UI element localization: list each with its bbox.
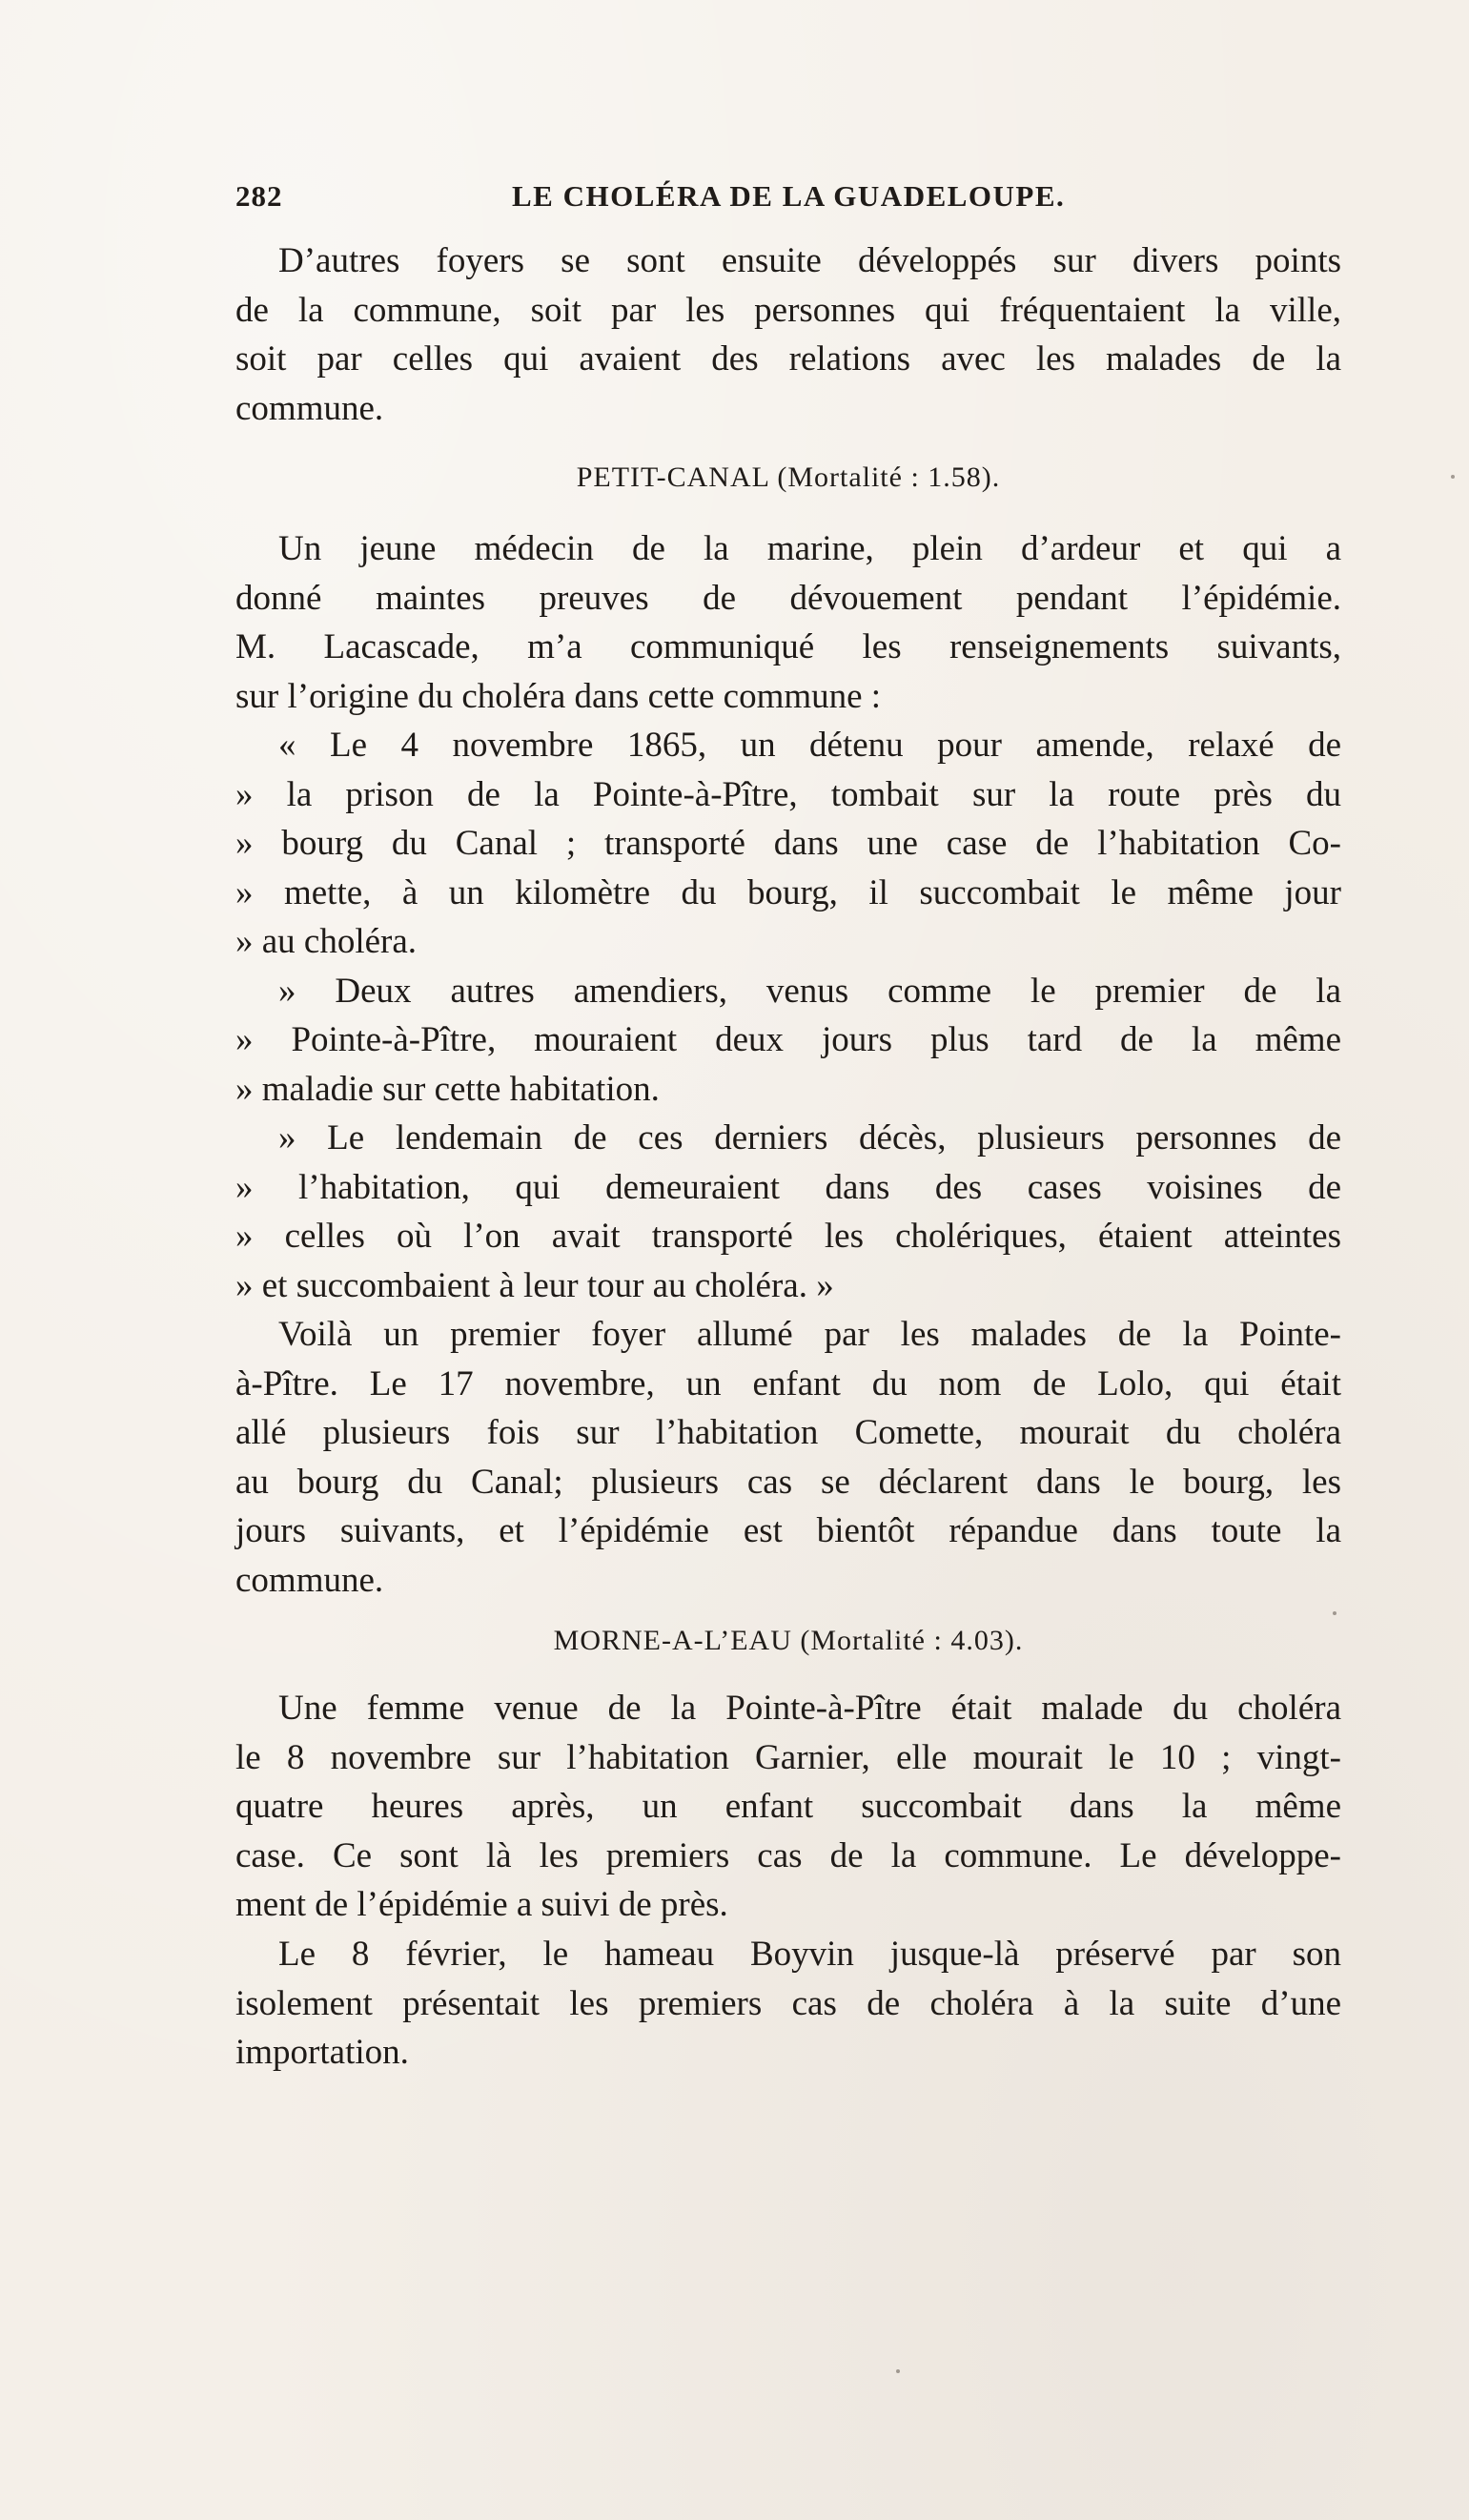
- quote-line: » Le lendemain de ces derniers décès, plusieurs personnes de: [278, 1118, 1341, 1158]
- quote-line: » bourg du Canal ; transporté dans une case de l’habitation Co-: [235, 824, 1341, 863]
- paragraph-3: [235, 1310, 1341, 1605]
- text-line: M. Lacascade, m’a communiqué les renseignements suivants,: [235, 627, 1341, 666]
- quote-line: » Pointe-à-Pître, mouraient deux jours plus tard de la même: [235, 1020, 1341, 1059]
- paper-speck: [1333, 1611, 1336, 1615]
- paragraph-2: [235, 524, 1341, 721]
- text-line: case. Ce sont là les premiers cas de la commune. Le développe-: [235, 1835, 1341, 1875]
- running-title: LE CHOLÉRA DE LA GUADELOUPE.: [512, 179, 1066, 213]
- text-line: Une femme venue de la Pointe-à-Pître était malade du choléra: [278, 1689, 1341, 1728]
- quote-line: » au choléra.: [235, 922, 418, 961]
- paper-speck: [1451, 475, 1455, 479]
- quote-line: » Deux autres amendiers, venus comme le premier de la: [278, 971, 1341, 1011]
- text-line: ment de l’épidémie a suivi de près.: [235, 1885, 728, 1924]
- paragraph-1: [235, 236, 1341, 433]
- quote-line: » et succombaient à leur tour au choléra. »: [235, 1265, 834, 1305]
- section-heading-petit-canal: PETIT-CANAL (Mortalité : 1.58).: [576, 461, 1001, 493]
- text-line: importation.: [235, 2033, 409, 2072]
- text-line: de la commune, soit par les personnes qui fréquentaient la ville,: [235, 290, 1341, 330]
- text-line: donné maintes preuves de dévouement pendant l’épidémie.: [235, 578, 1341, 618]
- text-line: D’autres foyers se sont ensuite développés sur divers points: [278, 241, 1341, 280]
- quote-line: » mette, à un kilomètre du bourg, il succombait le même jour: [235, 872, 1341, 912]
- text-line: Le 8 février, le hameau Boyvin jusque-là préservé par son: [278, 1935, 1341, 1974]
- paragraph-5: [235, 1930, 1341, 2078]
- text-line: soit par celles qui avaient des relations avec les malades de la: [235, 339, 1341, 379]
- quote-line: » maladie sur cette habitation.: [235, 1069, 660, 1109]
- text-line: Voilà un premier foyer allumé par les malades de la Pointe-: [278, 1315, 1341, 1354]
- text-line: Un jeune médecin de la marine, plein d’ardeur et qui a: [278, 529, 1341, 568]
- quote-line: » l’habitation, qui demeuraient dans des cases voisines de: [235, 1167, 1341, 1207]
- text-line: au bourg du Canal; plusieurs cas se déclarent dans le bourg, les: [235, 1462, 1341, 1502]
- paragraph-4: [235, 1684, 1341, 1930]
- page-number: 282: [235, 179, 283, 213]
- text-line: quatre heures après, un enfant succombait dans la même: [235, 1787, 1341, 1826]
- text-line: isolement présentait les premiers cas de choléra à la suite d’une: [235, 1983, 1341, 2023]
- section-heading-morne-a-l-eau: MORNE-A-L’EAU (Mortalité : 4.03).: [553, 1625, 1024, 1656]
- page-header: [235, 179, 1341, 221]
- text-line: à-Pître. Le 17 novembre, un enfant du nom de Lolo, qui était: [235, 1363, 1341, 1403]
- quotation: [235, 721, 1341, 1310]
- text-line: jours suivants, et l’épidémie est bientôt répandue dans toute la: [235, 1511, 1341, 1550]
- quote-line: » celles où l’on avait transporté les cholériques, étaient atteintes: [235, 1217, 1341, 1256]
- quote-line: » la prison de la Pointe-à-Pître, tombait sur la route près du: [235, 774, 1341, 814]
- paper-speck: [896, 2369, 900, 2373]
- text-line: sur l’origine du choléra dans cette commune :: [235, 676, 882, 716]
- text-line: commune.: [235, 388, 384, 428]
- text-line: allé plusieurs fois sur l’habitation Comette, mourait du choléra: [235, 1413, 1341, 1452]
- text-line: le 8 novembre sur l’habitation Garnier, elle mourait le 10 ; vingt-: [235, 1737, 1341, 1777]
- quote-line: « Le 4 novembre 1865, un détenu pour amende, relaxé de: [278, 726, 1341, 765]
- text-line: commune.: [235, 1560, 384, 1600]
